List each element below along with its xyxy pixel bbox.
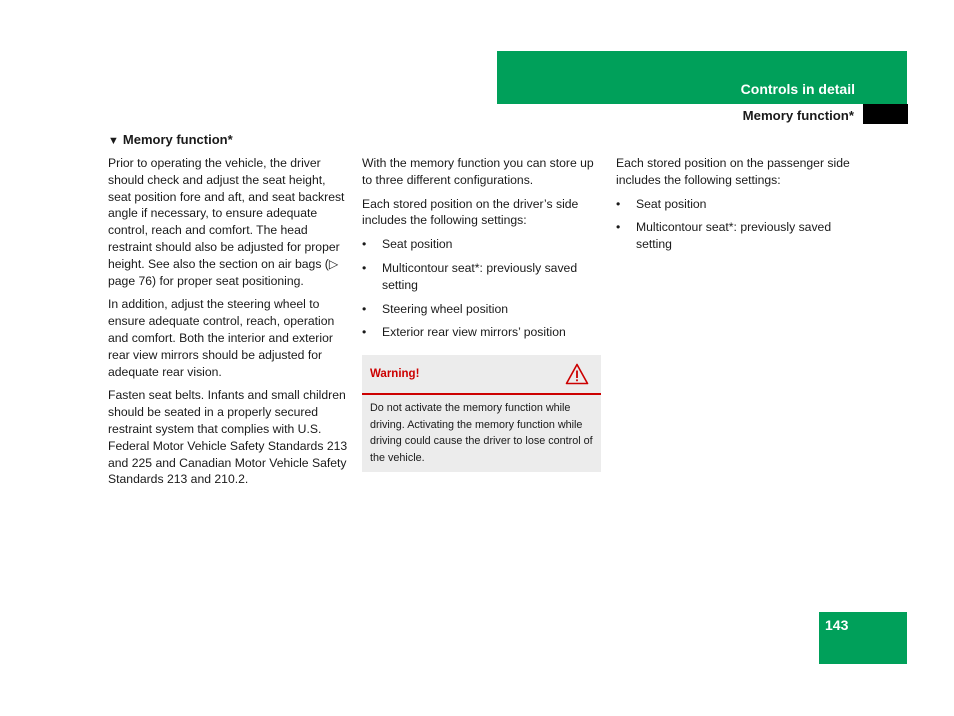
driver-settings-list xyxy=(362,236,602,341)
list-item-text: Steering wheel position xyxy=(382,301,509,316)
paragraph: Fasten seat belts. Infants and small children should be seated in a properly secured restraint system that complies with U.S. Federal Motor Vehicle Safety Standards 213 and 225 and Canadian Motor Vehicle Safety Standards 213 and 210.2. xyxy=(108,388,348,487)
header-banner xyxy=(497,51,907,104)
column-3 xyxy=(616,155,866,260)
bullet: • xyxy=(362,260,367,275)
page-number-box xyxy=(819,612,907,664)
list-item xyxy=(362,324,602,341)
list-item-text: Seat position xyxy=(636,196,707,211)
warning-header xyxy=(362,355,601,395)
bullet: • xyxy=(362,237,367,252)
passenger-settings-list xyxy=(616,196,866,253)
list-item-text: Multicontour seat*: previously saved setting xyxy=(636,220,832,252)
warning-box xyxy=(362,355,601,472)
bullet: • xyxy=(362,301,367,316)
paragraph: Each stored position on the passenger side includes the following settings: xyxy=(616,156,850,187)
bullet: • xyxy=(616,220,621,235)
warning-text: Do not activate the memory function while driving. Activating the memory function while driving could cause the driver to lose control of the vehicle. xyxy=(370,402,593,464)
list-item-text: Seat position xyxy=(382,237,453,252)
paragraph: With the memory function you can store up to three different configurations. xyxy=(362,156,594,187)
list-item xyxy=(362,236,602,253)
column-1 xyxy=(108,155,348,495)
warning-label: Warning! xyxy=(370,368,420,380)
bullet: • xyxy=(362,325,367,340)
list-item-text: Exterior rear view mirrors’ position xyxy=(382,325,566,340)
chapter-title: Controls in detail xyxy=(740,81,855,97)
column-2 xyxy=(362,155,602,348)
section-tab-marker xyxy=(863,104,908,124)
warning-triangle-icon xyxy=(565,363,589,385)
list-item xyxy=(616,219,866,253)
list-item xyxy=(362,260,602,294)
page-number: 143 xyxy=(825,617,849,633)
paragraph: Prior to operating the vehicle, the driver should check and adjust the seat height, seat position fore and aft, and seat backrest angle if necessary, to ensure adequate control, reach and comfort. The head restraint should also be adjusted for proper height. See also the section on air bags (▷ page 76) for proper seat positioning. xyxy=(108,156,345,288)
bullet: • xyxy=(616,196,621,211)
triangle-down-icon: ▼ xyxy=(108,135,119,147)
list-item xyxy=(362,301,602,318)
list-item-text: Multicontour seat*: previously saved setting xyxy=(382,260,578,292)
paragraph: Each stored position on the driver’s side includes the following settings: xyxy=(362,196,579,228)
list-item xyxy=(616,196,866,213)
paragraph: In addition, adjust the steering wheel to ensure adequate control, reach, operation and comfort. Both the interior and exterior rear view mirrors should be adjusted for adequate rear vision. xyxy=(108,297,335,379)
section-heading xyxy=(108,131,233,150)
section-subtitle: Memory function* xyxy=(742,108,854,123)
section-heading-text: Memory function* xyxy=(122,132,233,147)
